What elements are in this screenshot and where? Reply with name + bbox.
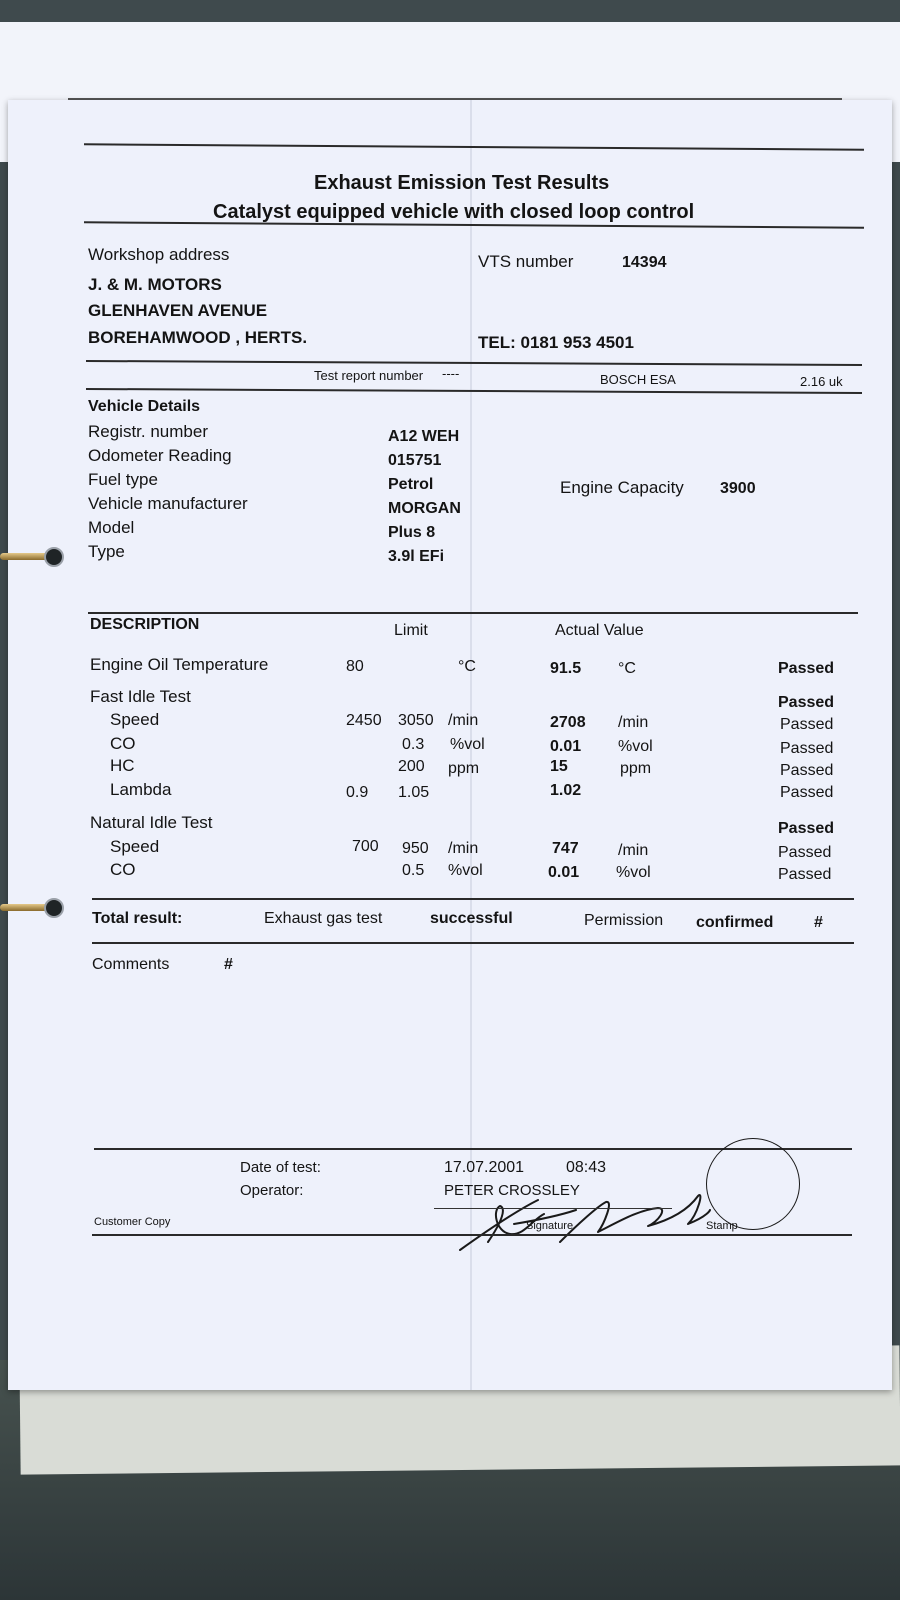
natural-idle-speed-limit-high: 950 — [402, 840, 429, 857]
type-label: Type — [88, 542, 125, 561]
comments-label: Comments — [92, 956, 170, 973]
vehicle-details-heading: Vehicle Details — [88, 398, 201, 415]
natural-idle-speed-limit-unit: /min — [448, 840, 479, 857]
fast-idle-co-actual-unit: %vol — [618, 738, 653, 755]
fast-idle-hc-actual: 15 — [550, 758, 568, 775]
workshop-label: Workshop address — [88, 245, 230, 264]
natural-idle-co-label: CO — [110, 860, 136, 879]
registration-label: Registr. number — [88, 422, 208, 441]
workshop-street: GLENHAVEN AVENUE — [88, 301, 268, 320]
workshop-name: J. & M. MOTORS — [88, 275, 222, 294]
date-of-test-label: Date of test: — [240, 1159, 321, 1176]
report-title: Exhaust Emission Test Results — [314, 172, 610, 194]
handwritten-signature — [448, 1180, 728, 1260]
fast-idle-lambda-actual: 1.02 — [550, 782, 582, 799]
comments-value: # — [224, 956, 233, 973]
natural-idle-co-limit: 0.5 — [402, 862, 425, 879]
fast-idle-test-label: Fast Idle Test — [90, 687, 191, 706]
oil-temperature-limit: 80 — [346, 658, 364, 675]
test-report-document — [8, 100, 892, 1390]
fast-idle-speed-limit-low: 2450 — [346, 712, 382, 729]
natural-idle-test-result: Passed — [778, 820, 835, 837]
software-version: 2.16 uk — [800, 374, 843, 389]
time-of-test: 08:43 — [566, 1159, 607, 1176]
natural-idle-speed-actual-unit: /min — [618, 842, 649, 859]
report-subtitle: Catalyst equipped vehicle with closed loop control — [213, 201, 695, 223]
equipment-name: BOSCH ESA — [600, 372, 676, 387]
natural-idle-co-result: Passed — [778, 866, 832, 883]
fast-idle-hc-limit-unit: ppm — [448, 760, 480, 777]
natural-idle-speed-result: Passed — [778, 844, 832, 861]
fast-idle-hc-limit: 200 — [398, 758, 425, 775]
fast-idle-lambda-limit-high: 1.05 — [398, 784, 430, 801]
vehicle-model: Plus 8 — [388, 524, 436, 541]
natural-idle-co-actual: 0.01 — [548, 864, 580, 881]
limit-column-header: Limit — [394, 622, 428, 639]
engine-capacity: 3900 — [720, 480, 756, 497]
fast-idle-co-label: CO — [110, 734, 136, 753]
total-result-hash: # — [814, 914, 823, 931]
test-report-number: ---- — [442, 366, 460, 381]
fast-idle-speed-actual: 2708 — [550, 714, 586, 731]
fuel-type-label: Fuel type — [88, 470, 158, 489]
binder-ring-top — [0, 547, 68, 567]
manufacturer-label: Vehicle manufacturer — [88, 494, 248, 513]
natural-idle-speed-limit-low: 700 — [352, 838, 379, 855]
vts-number: 14394 — [622, 254, 667, 271]
fast-idle-lambda-label: Lambda — [110, 780, 172, 799]
fast-idle-test-result: Passed — [778, 694, 835, 711]
fast-idle-hc-result: Passed — [780, 762, 834, 779]
oil-temperature-label: Engine Oil Temperature — [90, 655, 269, 674]
permission-label: Permission — [584, 912, 664, 929]
vehicle-manufacturer: MORGAN — [388, 500, 461, 517]
engine-capacity-label: Engine Capacity — [560, 478, 684, 497]
odometer-label: Odometer Reading — [88, 446, 232, 465]
operator-name: PETER CROSSLEY — [444, 1182, 580, 1199]
oil-temperature-limit-unit: °C — [458, 658, 476, 675]
fast-idle-speed-limit-high: 3050 — [398, 712, 434, 729]
fast-idle-hc-actual-unit: ppm — [620, 760, 652, 777]
fast-idle-lambda-result: Passed — [780, 784, 834, 801]
fast-idle-lambda-limit-low: 0.9 — [346, 784, 369, 801]
oil-temperature-actual-unit: °C — [618, 660, 636, 677]
fast-idle-co-limit-unit: %vol — [450, 736, 485, 753]
operator-label: Operator: — [240, 1182, 304, 1199]
binder-ring-bottom — [0, 898, 68, 918]
natural-idle-co-limit-unit: %vol — [448, 862, 483, 879]
fast-idle-co-actual: 0.01 — [550, 738, 582, 755]
customer-copy-label: Customer Copy — [94, 1216, 171, 1228]
natural-idle-speed-label: Speed — [110, 837, 160, 856]
fast-idle-hc-label: HC — [110, 756, 135, 775]
fast-idle-speed-limit-unit: /min — [448, 712, 479, 729]
date-of-test: 17.07.2001 — [444, 1159, 525, 1176]
workshop-town: BOREHAMWOOD , HERTS. — [88, 328, 308, 347]
model-label: Model — [88, 518, 135, 537]
fuel-type: Petrol — [388, 476, 434, 493]
fast-idle-co-limit: 0.3 — [402, 736, 425, 753]
fast-idle-speed-actual-unit: /min — [618, 714, 649, 731]
total-result-label: Total result: — [92, 910, 183, 927]
oil-temperature-result: Passed — [778, 660, 835, 677]
signature-label: Signature — [526, 1220, 574, 1232]
exhaust-gas-test-label: Exhaust gas test — [264, 910, 383, 927]
fast-idle-co-result: Passed — [780, 740, 834, 757]
actual-value-column-header: Actual Value — [555, 622, 644, 639]
natural-idle-speed-actual: 747 — [552, 840, 579, 857]
fast-idle-speed-result: Passed — [780, 716, 834, 733]
oil-temperature-actual: 91.5 — [550, 660, 582, 677]
test-report-number-label: Test report number — [314, 368, 424, 383]
vts-label: VTS number — [478, 252, 574, 271]
odometer-reading: 015751 — [388, 452, 442, 469]
exhaust-gas-test-result: successful — [430, 910, 513, 927]
fast-idle-speed-label: Speed — [110, 710, 160, 729]
natural-idle-test-label: Natural Idle Test — [90, 813, 213, 832]
natural-idle-co-actual-unit: %vol — [616, 864, 651, 881]
workshop-telephone: TEL: 0181 953 4501 — [478, 333, 634, 352]
permission-status: confirmed — [696, 914, 774, 931]
registration-number: A12 WEH — [388, 428, 460, 445]
stamp-circle — [706, 1138, 800, 1230]
description-column-header: DESCRIPTION — [90, 616, 200, 633]
vehicle-type: 3.9l EFi — [388, 548, 445, 565]
stamp-label: Stamp — [706, 1220, 738, 1232]
